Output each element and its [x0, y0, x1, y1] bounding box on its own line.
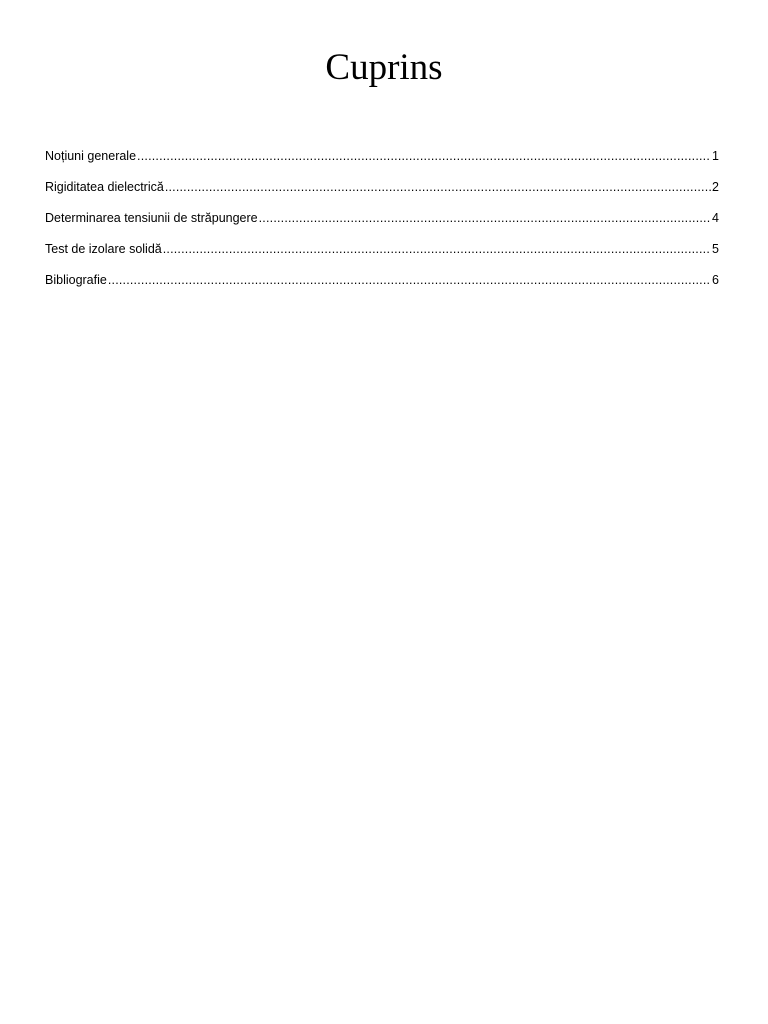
toc-dot-leader: [259, 208, 711, 228]
toc-entry-label: Rigiditatea dielectrică: [45, 180, 164, 194]
toc-entry-notiuni-generale[interactable]: [45, 146, 719, 177]
toc-dot-leader: [137, 146, 711, 166]
toc-entry-label: Test de izolare solidă: [45, 242, 162, 256]
toc-entry-label: Noțiuni generale: [45, 149, 137, 163]
toc-page-number: 2: [712, 180, 719, 194]
toc-dot-leader: [108, 270, 711, 290]
toc-page-number: 1: [712, 149, 719, 163]
toc-entry-rigiditatea-dielectrica[interactable]: [45, 177, 719, 208]
toc-page-number: 4: [712, 211, 719, 225]
toc-page-number: 6: [712, 273, 719, 287]
table-of-contents: [45, 146, 719, 301]
toc-entry-determinarea-tensiunii[interactable]: [45, 208, 719, 239]
toc-entry-label: Bibliografie: [45, 273, 107, 287]
toc-entry-test-izolare-solida[interactable]: [45, 239, 719, 270]
toc-dot-leader: [163, 239, 711, 259]
toc-dot-leader: [165, 177, 711, 197]
toc-page-number: 5: [712, 242, 719, 256]
toc-entry-bibliografie[interactable]: [45, 270, 719, 301]
toc-entry-label: Determinarea tensiunii de străpungere: [45, 211, 258, 225]
page-title: Cuprins: [325, 47, 443, 88]
